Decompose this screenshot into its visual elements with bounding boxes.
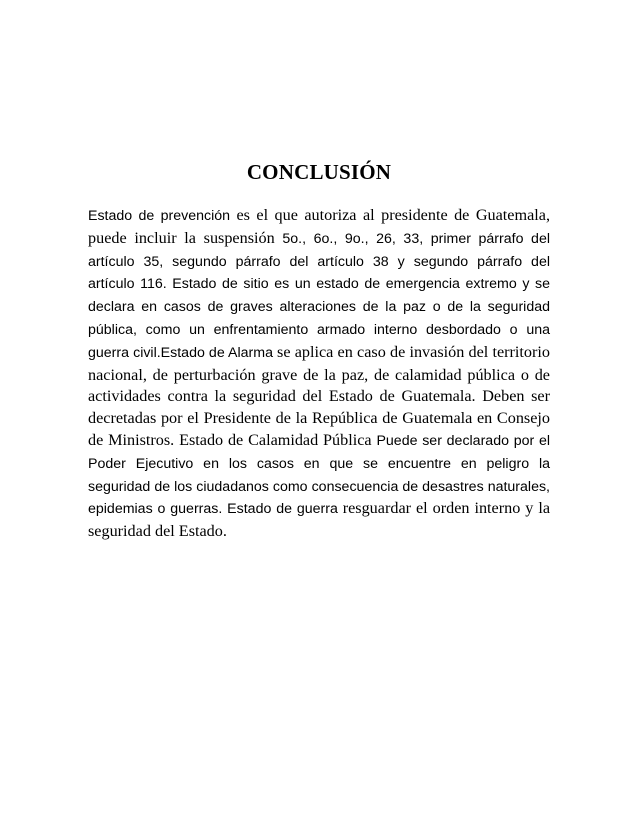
text-run: es el que autoriza al presidente de Guatemala, puede incluir la suspensión — [88, 206, 550, 247]
text-run: se aplica en caso de invasión del territorio nacional, de perturbación grave de la paz, de calamidad pública o de actividades contra la seguridad del Estado de Guatemala. Deben ser decretadas por el Presidente de la República de Guatemala en Consejo de Ministros. Estado de Calamidad Pública — [88, 342, 550, 449]
text-run: 5o., 6o., 9o., 26, 33, primer párrafo del artículo 35, segundo párrafo del artículo 38 y segundo párrafo del artículo 116. Estado de sitio es un estado de emergencia extremo y se declara en casos de graves alteraciones de la paz o de la seguridad pública, como un enfrentamiento armado interno desbordado o una guerra civil.Estado de Alarma — [88, 230, 550, 361]
text-run: Estado de prevención — [88, 208, 237, 224]
text-run: Puede ser declarado por el Poder Ejecutivo en los casos en que se encuentre en peligro la seguridad de los ciudadanos como consecuencia de desastres naturales, epidemias o guerras. Estado de guerra — [88, 432, 550, 518]
page-title: CONCLUSIÓN — [246, 160, 392, 184]
text-run: resguardar el orden interno y la seguridad del Estado. — [88, 499, 550, 541]
conclusion-paragraph — [88, 205, 550, 543]
